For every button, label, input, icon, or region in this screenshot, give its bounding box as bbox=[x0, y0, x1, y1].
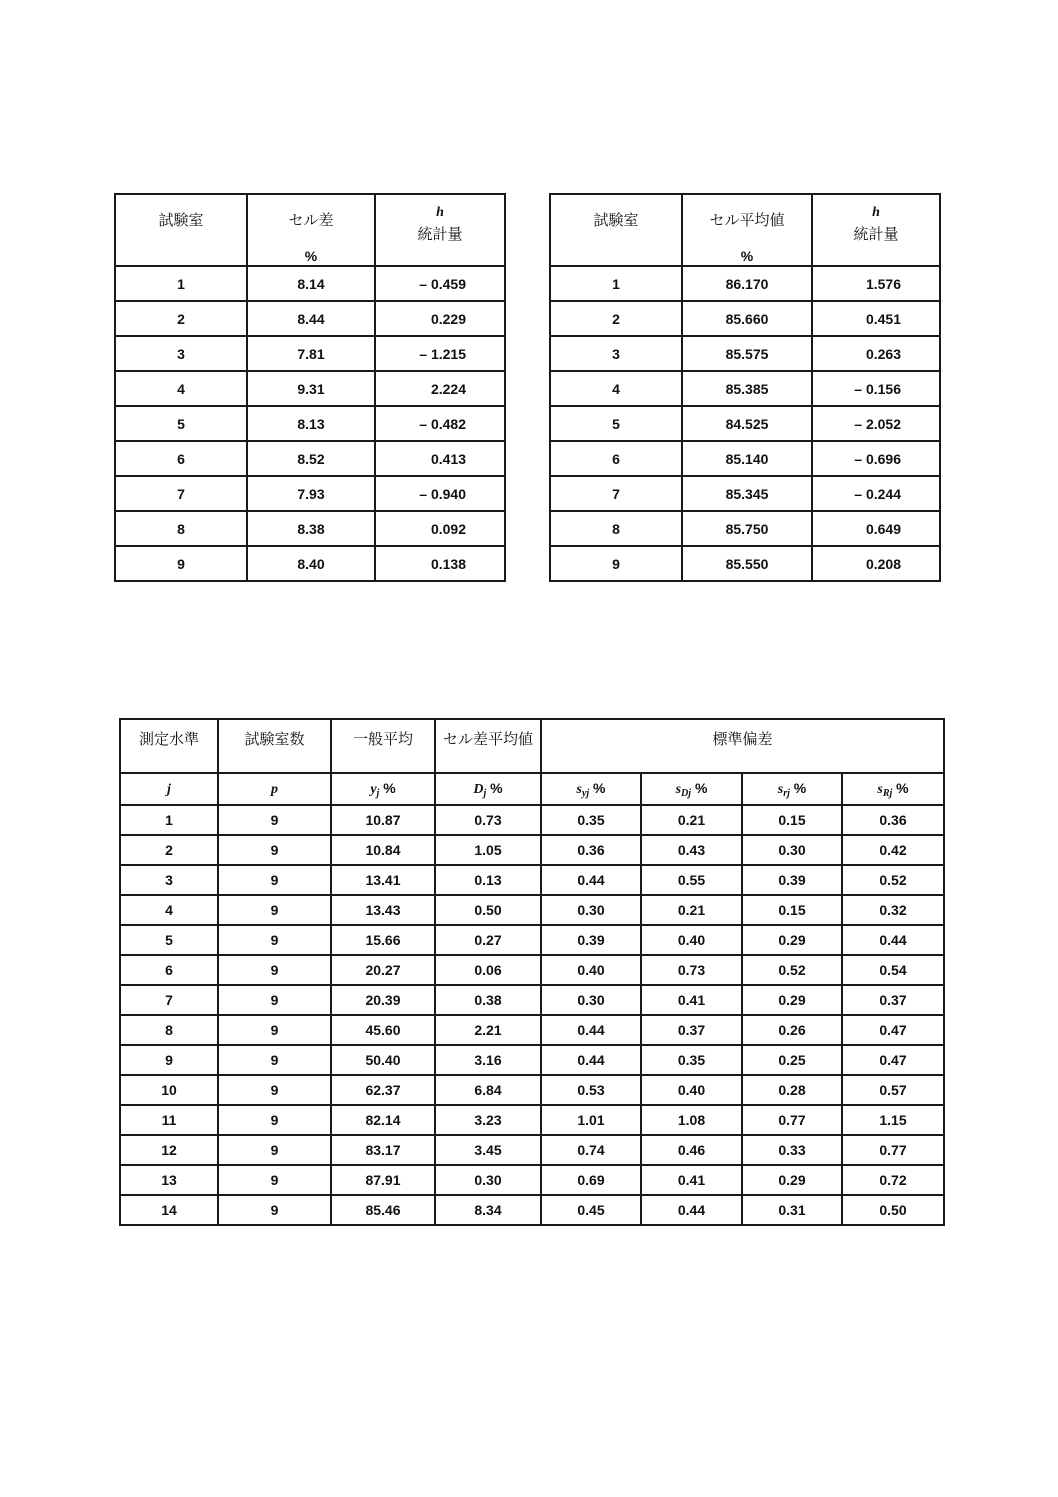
cell-lab-count: 9 bbox=[218, 1015, 331, 1045]
table-row bbox=[115, 266, 505, 301]
cell-s-Rj: 0.57 bbox=[842, 1075, 944, 1105]
header-h-symbol: h bbox=[436, 205, 444, 220]
cell-h: – 0.459 bbox=[375, 266, 505, 301]
cell-general-mean: 83.17 bbox=[331, 1135, 435, 1165]
cell-h: 0.092 bbox=[375, 511, 505, 546]
precision-summary-table bbox=[119, 718, 945, 1226]
table-row bbox=[120, 1105, 944, 1135]
cell-s-rj: 0.29 bbox=[742, 1165, 842, 1195]
symbol-d-sub: j bbox=[483, 787, 487, 799]
cell-h: – 0.696 bbox=[812, 441, 940, 476]
cell-diff-mean: 2.21 bbox=[435, 1015, 541, 1045]
cell-diff-mean: 8.34 bbox=[435, 1195, 541, 1225]
cell-value: 86.170 bbox=[682, 266, 812, 301]
cell-h: – 0.156 bbox=[812, 371, 940, 406]
cell-s-yj: 0.44 bbox=[541, 1015, 641, 1045]
cell-s-Rj: 0.47 bbox=[842, 1045, 944, 1075]
cell-h: – 2.052 bbox=[812, 406, 940, 441]
cell-s-dj: 0.21 bbox=[641, 895, 742, 925]
cell-general-mean: 50.40 bbox=[331, 1045, 435, 1075]
cell-s-dj: 0.43 bbox=[641, 835, 742, 865]
symbol-s: s bbox=[576, 781, 582, 797]
cell-s-yj: 1.01 bbox=[541, 1105, 641, 1135]
unit-pct: % bbox=[896, 779, 909, 796]
cell-value: 85.345 bbox=[682, 476, 812, 511]
cell-s-Rj: 0.42 bbox=[842, 835, 944, 865]
cell-s-dj: 0.37 bbox=[641, 1015, 742, 1045]
cell-value: 8.52 bbox=[247, 441, 375, 476]
cell-s-Rj: 0.44 bbox=[842, 925, 944, 955]
table-row bbox=[120, 1195, 944, 1225]
cell-lab: 9 bbox=[115, 546, 247, 581]
header-h-statistic bbox=[812, 194, 940, 266]
cell-h: 0.138 bbox=[375, 546, 505, 581]
header-level: 測定水準 bbox=[120, 719, 218, 773]
table-row bbox=[550, 406, 940, 441]
cell-s-Rj: 0.54 bbox=[842, 955, 944, 985]
header-h-label: 統計量 bbox=[853, 226, 899, 243]
cell-diff-mean: 0.50 bbox=[435, 895, 541, 925]
cell-lab: 5 bbox=[550, 406, 682, 441]
table-row bbox=[550, 336, 940, 371]
symbol-s-sub: yj bbox=[581, 787, 590, 799]
table-row bbox=[550, 476, 940, 511]
table-symbol-row bbox=[120, 773, 944, 805]
header-unit: % bbox=[740, 248, 754, 264]
cell-value: 8.13 bbox=[247, 406, 375, 441]
cell-value: 85.550 bbox=[682, 546, 812, 581]
unit-pct: % bbox=[793, 779, 807, 796]
cell-s-rj: 0.26 bbox=[742, 1015, 842, 1045]
cell-s-Rj: 0.77 bbox=[842, 1135, 944, 1165]
symbol-srj bbox=[742, 773, 842, 805]
header-lab bbox=[550, 194, 682, 266]
symbol-s-sub: rj bbox=[783, 787, 790, 799]
cell-level: 10 bbox=[120, 1075, 218, 1105]
header-h-statistic bbox=[375, 194, 505, 266]
cell-lab: 9 bbox=[550, 546, 682, 581]
cell-general-mean: 13.41 bbox=[331, 865, 435, 895]
cell-diff-mean: 0.38 bbox=[435, 985, 541, 1015]
header-cell-diff-mean: セル差平均値 bbox=[435, 719, 541, 773]
cell-level: 9 bbox=[120, 1045, 218, 1075]
cell-lab: 1 bbox=[115, 266, 247, 301]
table-row bbox=[120, 835, 944, 865]
cell-value: 85.385 bbox=[682, 371, 812, 406]
cell-s-rj: 0.28 bbox=[742, 1075, 842, 1105]
cell-lab: 3 bbox=[115, 336, 247, 371]
cell-general-mean: 85.46 bbox=[331, 1195, 435, 1225]
symbol-j-text: j bbox=[167, 782, 171, 797]
cell-h: 0.229 bbox=[375, 301, 505, 336]
table-row bbox=[120, 865, 944, 895]
cell-lab-count: 9 bbox=[218, 1075, 331, 1105]
cell-h: – 1.215 bbox=[375, 336, 505, 371]
table-header-row bbox=[550, 194, 940, 266]
cell-level: 13 bbox=[120, 1165, 218, 1195]
cell-s-rj: 0.39 bbox=[742, 865, 842, 895]
header-h-label: 統計量 bbox=[417, 226, 463, 243]
table-row bbox=[120, 1075, 944, 1105]
table-row bbox=[115, 336, 505, 371]
cell-lab: 1 bbox=[550, 266, 682, 301]
cell-s-Rj: 0.47 bbox=[842, 1015, 944, 1045]
symbol-j bbox=[120, 773, 218, 805]
cell-s-dj: 0.40 bbox=[641, 1075, 742, 1105]
table-row bbox=[120, 1165, 944, 1195]
table-row bbox=[115, 301, 505, 336]
header-lab-count: 試験室数 bbox=[218, 719, 331, 773]
cell-lab-count: 9 bbox=[218, 895, 331, 925]
cell-lab: 7 bbox=[115, 476, 247, 511]
cell-general-mean: 13.43 bbox=[331, 895, 435, 925]
cell-value: 7.93 bbox=[247, 476, 375, 511]
cell-lab: 6 bbox=[115, 441, 247, 476]
header-lab-label: 試験室 bbox=[593, 212, 639, 229]
cell-h: 0.413 bbox=[375, 441, 505, 476]
symbol-p bbox=[218, 773, 331, 805]
cell-general-mean: 20.27 bbox=[331, 955, 435, 985]
cell-s-yj: 0.74 bbox=[541, 1135, 641, 1165]
cell-diff-mean: 0.30 bbox=[435, 1165, 541, 1195]
cell-general-mean: 45.60 bbox=[331, 1015, 435, 1045]
cell-s-rj: 0.29 bbox=[742, 985, 842, 1015]
cell-h: 0.263 bbox=[812, 336, 940, 371]
cell-s-dj: 0.21 bbox=[641, 805, 742, 835]
cell-s-rj: 0.30 bbox=[742, 835, 842, 865]
table-row bbox=[550, 301, 940, 336]
table-row bbox=[115, 546, 505, 581]
cell-lab: 2 bbox=[550, 301, 682, 336]
cell-general-mean: 82.14 bbox=[331, 1105, 435, 1135]
symbol-s: s bbox=[877, 781, 883, 797]
cell-level: 2 bbox=[120, 835, 218, 865]
cell-lab-count: 9 bbox=[218, 1195, 331, 1225]
cell-lab: 4 bbox=[550, 371, 682, 406]
table-row bbox=[120, 895, 944, 925]
cell-s-Rj: 1.15 bbox=[842, 1105, 944, 1135]
symbol-sdj bbox=[641, 773, 742, 805]
symbol-syj bbox=[541, 773, 641, 805]
cell-general-mean: 20.39 bbox=[331, 985, 435, 1015]
cell-level: 4 bbox=[120, 895, 218, 925]
table-row bbox=[120, 1015, 944, 1045]
table-row bbox=[120, 985, 944, 1015]
cell-h: – 0.244 bbox=[812, 476, 940, 511]
cell-lab: 6 bbox=[550, 441, 682, 476]
cell-level: 11 bbox=[120, 1105, 218, 1135]
cell-lab: 3 bbox=[550, 336, 682, 371]
cell-s-rj: 0.25 bbox=[742, 1045, 842, 1075]
cell-h: – 0.940 bbox=[375, 476, 505, 511]
header-cell-mean-label: セル平均値 bbox=[709, 212, 785, 229]
cell-s-Rj: 0.36 bbox=[842, 805, 944, 835]
table-row bbox=[115, 476, 505, 511]
cell-level: 3 bbox=[120, 865, 218, 895]
header-h-symbol: h bbox=[872, 205, 880, 220]
table-row bbox=[115, 511, 505, 546]
table-row bbox=[550, 441, 940, 476]
cell-s-yj: 0.69 bbox=[541, 1165, 641, 1195]
symbol-s: s bbox=[675, 781, 682, 797]
cell-s-Rj: 0.52 bbox=[842, 865, 944, 895]
header-lab bbox=[115, 194, 247, 266]
symbol-d: D bbox=[473, 781, 484, 797]
cell-s-yj: 0.36 bbox=[541, 835, 641, 865]
cell-diff-mean: 3.23 bbox=[435, 1105, 541, 1135]
cell-value: 8.14 bbox=[247, 266, 375, 301]
cell-value: 8.44 bbox=[247, 301, 375, 336]
cell-s-Rj: 0.37 bbox=[842, 985, 944, 1015]
table-row bbox=[550, 511, 940, 546]
cell-general-mean: 62.37 bbox=[331, 1075, 435, 1105]
cell-s-yj: 0.44 bbox=[541, 1045, 641, 1075]
cell-general-mean: 10.87 bbox=[331, 805, 435, 835]
cell-lab: 8 bbox=[115, 511, 247, 546]
cell-level: 5 bbox=[120, 925, 218, 955]
table-header-row bbox=[115, 194, 505, 266]
symbol-y: y bbox=[370, 781, 377, 797]
cell-s-Rj: 0.72 bbox=[842, 1165, 944, 1195]
cell-s-yj: 0.45 bbox=[541, 1195, 641, 1225]
cell-lab: 7 bbox=[550, 476, 682, 511]
cell-s-yj: 0.44 bbox=[541, 865, 641, 895]
header-cell-mean bbox=[682, 194, 812, 266]
cell-lab-count: 9 bbox=[218, 835, 331, 865]
header-unit: % bbox=[304, 248, 318, 264]
cell-s-dj: 0.73 bbox=[641, 955, 742, 985]
header-general-mean: 一般平均 bbox=[331, 719, 435, 773]
cell-s-rj: 0.15 bbox=[742, 805, 842, 835]
cell-lab: 2 bbox=[115, 301, 247, 336]
cell-diff-mean: 0.73 bbox=[435, 805, 541, 835]
unit-pct: % bbox=[593, 779, 606, 796]
cell-difference-table bbox=[114, 193, 506, 582]
cell-level: 14 bbox=[120, 1195, 218, 1225]
cell-s-rj: 0.31 bbox=[742, 1195, 842, 1225]
cell-s-dj: 0.44 bbox=[641, 1195, 742, 1225]
cell-value: 85.140 bbox=[682, 441, 812, 476]
cell-value: 8.38 bbox=[247, 511, 375, 546]
table-header-row bbox=[120, 719, 944, 773]
header-lab-label: 試験室 bbox=[158, 212, 204, 229]
cell-lab-count: 9 bbox=[218, 865, 331, 895]
cell-lab-count: 9 bbox=[218, 1135, 331, 1165]
cell-s-yj: 0.35 bbox=[541, 805, 641, 835]
cell-mean-table bbox=[549, 193, 941, 582]
cell-lab-count: 9 bbox=[218, 1105, 331, 1135]
cell-s-dj: 0.40 bbox=[641, 925, 742, 955]
cell-lab-count: 9 bbox=[218, 1045, 331, 1075]
header-cell-diff-label: セル差 bbox=[288, 212, 334, 229]
cell-s-rj: 0.77 bbox=[742, 1105, 842, 1135]
cell-diff-mean: 0.06 bbox=[435, 955, 541, 985]
unit-pct: % bbox=[383, 779, 396, 796]
cell-value: 85.660 bbox=[682, 301, 812, 336]
cell-lab-count: 9 bbox=[218, 1165, 331, 1195]
cell-diff-mean: 0.13 bbox=[435, 865, 541, 895]
cell-diff-mean: 1.05 bbox=[435, 835, 541, 865]
cell-value: 7.81 bbox=[247, 336, 375, 371]
cell-diff-mean: 3.45 bbox=[435, 1135, 541, 1165]
cell-lab-count: 9 bbox=[218, 985, 331, 1015]
cell-s-dj: 0.55 bbox=[641, 865, 742, 895]
cell-level: 7 bbox=[120, 985, 218, 1015]
cell-s-rj: 0.33 bbox=[742, 1135, 842, 1165]
cell-diff-mean: 0.27 bbox=[435, 925, 541, 955]
cell-s-rj: 0.29 bbox=[742, 925, 842, 955]
cell-lab-count: 9 bbox=[218, 925, 331, 955]
table-row bbox=[115, 371, 505, 406]
cell-lab: 5 bbox=[115, 406, 247, 441]
table-row bbox=[115, 406, 505, 441]
cell-s-Rj: 0.32 bbox=[842, 895, 944, 925]
symbol-yj bbox=[331, 773, 435, 805]
cell-h: 1.576 bbox=[812, 266, 940, 301]
cell-diff-mean: 6.84 bbox=[435, 1075, 541, 1105]
cell-s-dj: 0.35 bbox=[641, 1045, 742, 1075]
cell-lab-count: 9 bbox=[218, 805, 331, 835]
cell-s-yj: 0.30 bbox=[541, 895, 641, 925]
header-standard-deviation: 標準偏差 bbox=[541, 719, 944, 773]
cell-s-rj: 0.15 bbox=[742, 895, 842, 925]
unit-pct: % bbox=[490, 779, 503, 796]
cell-lab-count: 9 bbox=[218, 955, 331, 985]
cell-value: 9.31 bbox=[247, 371, 375, 406]
cell-lab: 8 bbox=[550, 511, 682, 546]
cell-s-dj: 1.08 bbox=[641, 1105, 742, 1135]
table-row bbox=[550, 266, 940, 301]
symbol-dj bbox=[435, 773, 541, 805]
header-cell-diff bbox=[247, 194, 375, 266]
symbol-s: s bbox=[777, 781, 784, 797]
table-row bbox=[115, 441, 505, 476]
symbol-s-sub: Rj bbox=[882, 787, 893, 799]
cell-value: 85.575 bbox=[682, 336, 812, 371]
cell-s-yj: 0.30 bbox=[541, 985, 641, 1015]
symbol-sRj bbox=[842, 773, 944, 805]
cell-h: – 0.482 bbox=[375, 406, 505, 441]
symbol-p-text: p bbox=[271, 782, 278, 797]
cell-value: 8.40 bbox=[247, 546, 375, 581]
symbol-s-sub: Dj bbox=[681, 787, 692, 799]
cell-lab: 4 bbox=[115, 371, 247, 406]
cell-h: 0.208 bbox=[812, 546, 940, 581]
table-row bbox=[120, 925, 944, 955]
table-row bbox=[120, 1045, 944, 1075]
cell-general-mean: 10.84 bbox=[331, 835, 435, 865]
cell-s-yj: 0.39 bbox=[541, 925, 641, 955]
cell-level: 8 bbox=[120, 1015, 218, 1045]
symbol-y-sub: j bbox=[376, 787, 380, 799]
cell-value: 84.525 bbox=[682, 406, 812, 441]
cell-general-mean: 87.91 bbox=[331, 1165, 435, 1195]
cell-s-yj: 0.53 bbox=[541, 1075, 641, 1105]
table-row bbox=[120, 955, 944, 985]
cell-s-dj: 0.41 bbox=[641, 1165, 742, 1195]
cell-s-dj: 0.46 bbox=[641, 1135, 742, 1165]
cell-diff-mean: 3.16 bbox=[435, 1045, 541, 1075]
cell-h: 0.451 bbox=[812, 301, 940, 336]
cell-s-yj: 0.40 bbox=[541, 955, 641, 985]
cell-general-mean: 15.66 bbox=[331, 925, 435, 955]
cell-value: 85.750 bbox=[682, 511, 812, 546]
cell-h: 2.224 bbox=[375, 371, 505, 406]
cell-s-Rj: 0.50 bbox=[842, 1195, 944, 1225]
cell-s-dj: 0.41 bbox=[641, 985, 742, 1015]
table-row bbox=[550, 371, 940, 406]
cell-level: 12 bbox=[120, 1135, 218, 1165]
unit-pct: % bbox=[694, 779, 708, 796]
cell-h: 0.649 bbox=[812, 511, 940, 546]
cell-level: 6 bbox=[120, 955, 218, 985]
table-row bbox=[550, 546, 940, 581]
table-row bbox=[120, 805, 944, 835]
cell-s-rj: 0.52 bbox=[742, 955, 842, 985]
cell-level: 1 bbox=[120, 805, 218, 835]
table-row bbox=[120, 1135, 944, 1165]
